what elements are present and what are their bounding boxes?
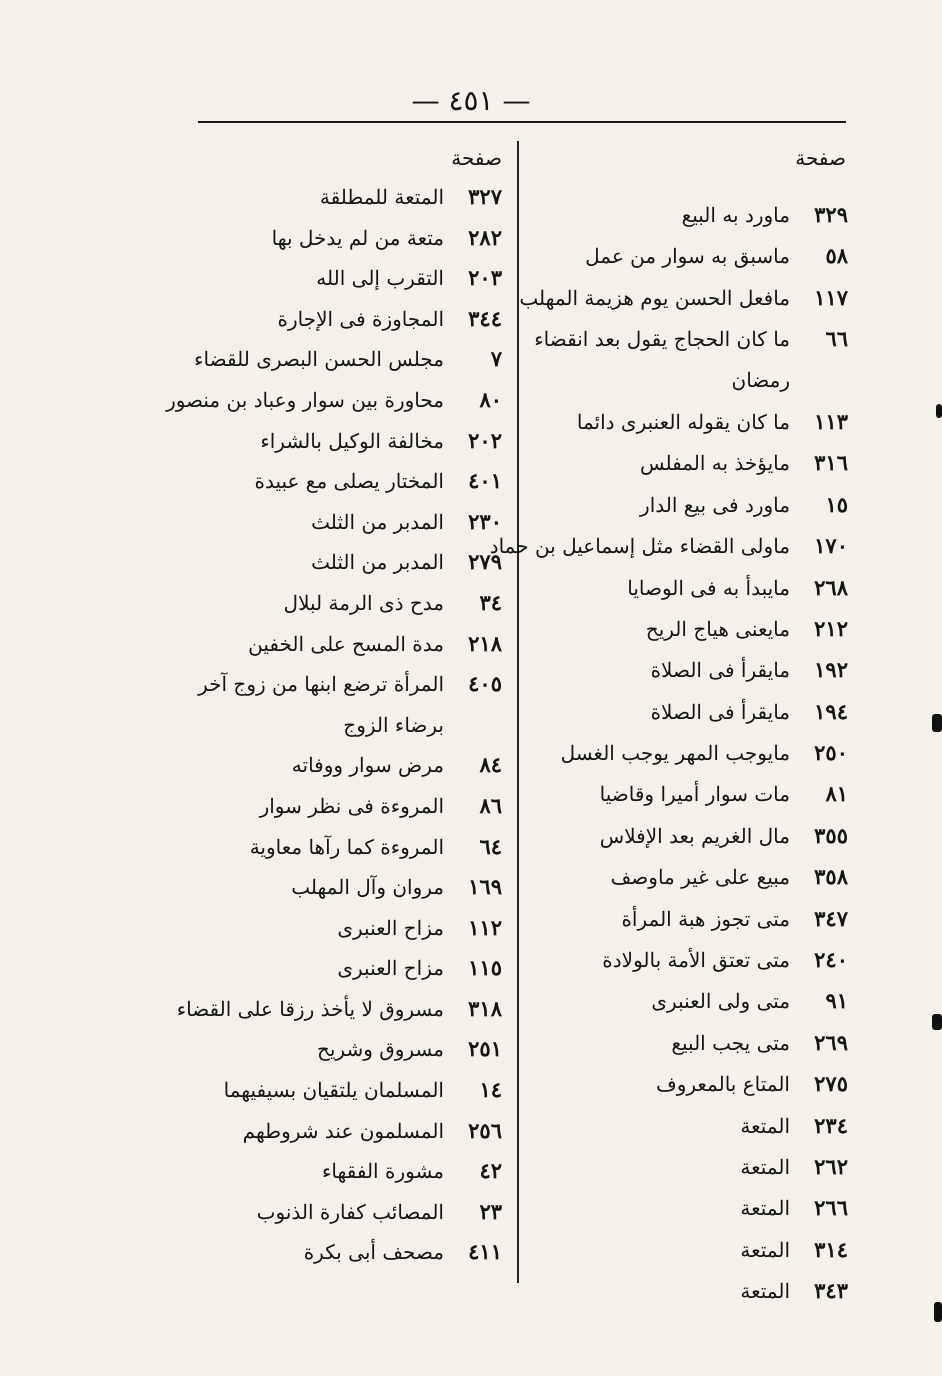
entry-page-number: ٩١: [825, 988, 848, 1014]
index-entry: [182, 1192, 502, 1233]
index-entry: [508, 442, 848, 483]
entry-page-number: ١١٢: [468, 914, 502, 940]
index-entry: [508, 1063, 848, 1104]
entry-page-number: ١٧٠: [814, 533, 848, 559]
entry-title: مال الغريم بعد الإفلاس: [599, 823, 790, 848]
entry-page-number: ٣٤٣: [814, 1278, 848, 1304]
entry-title: ماولى القضاء مثل إسماعيل بن حماد: [489, 534, 790, 559]
entry-page-number: ٤٠٥: [468, 671, 502, 697]
index-entry: [508, 856, 848, 897]
index-entry: [182, 1232, 502, 1273]
index-entry: [166, 380, 502, 421]
index-entry: [182, 502, 502, 543]
entry-page-number: ٢٦٦: [814, 1195, 848, 1221]
entry-page-number: ٤٢: [479, 1158, 502, 1184]
entry-title: مخالفة الوكيل بالشراء: [260, 428, 444, 453]
index-entry: [508, 939, 848, 980]
entry-page-number: ٣٢٩: [814, 202, 848, 227]
entry-page-number: ١٥: [825, 491, 848, 517]
scan-mark: [934, 1302, 942, 1322]
index-entry: [182, 542, 502, 583]
entry-title: مزاح العنبرى: [337, 956, 444, 981]
entry-page-number: ٢٥١: [468, 1036, 502, 1062]
index-entry: [508, 980, 848, 1021]
entry-title: التقرب إلى الله: [316, 266, 444, 291]
entry-page-number: ٢٠٣: [468, 265, 502, 291]
index-entry: [182, 745, 502, 786]
index-entry: [508, 401, 848, 442]
entry-title: مزاح العنبرى: [337, 915, 444, 940]
index-entry: [508, 235, 848, 276]
entry-title: مسروق لا يأخذ رزقا على القضاء: [176, 996, 444, 1021]
entry-title: المصائب كفارة الذنوب: [256, 1199, 444, 1224]
entry-page-number: ٢٦٨: [814, 574, 848, 600]
entry-title: المختار يصلى مع عبيدة: [254, 469, 444, 494]
index-entry: [508, 1146, 848, 1187]
scan-mark: [936, 404, 942, 418]
entry-title: مدة المسح على الخفين: [248, 631, 444, 656]
entry-page-number: ٦٦: [825, 326, 848, 352]
entry-page-number: ١١٣: [814, 408, 848, 434]
index-entry: [182, 177, 502, 218]
entry-title: مرض سوار ووفاته: [291, 753, 444, 778]
entry-page-number: ٢٣٤: [814, 1112, 848, 1138]
index-entry: [508, 567, 848, 608]
entry-page-number: ١٤: [479, 1077, 502, 1103]
entry-title: المروءة كما رآها معاوية: [249, 834, 444, 859]
entry-page-number: ٢٦٩: [814, 1029, 848, 1055]
entry-title: مات سوار أميرا وقاضيا: [599, 782, 790, 807]
entry-title: المتعة: [740, 1154, 790, 1179]
entry-title: ما كان يقوله العنبرى دائما: [576, 409, 790, 434]
entry-title: متى ولى العنبرى: [651, 989, 790, 1014]
entry-page-number: ٣٤: [479, 589, 502, 615]
index-entry: [182, 867, 502, 908]
index-entry: [182, 705, 502, 746]
index-entry: [508, 1229, 848, 1270]
entry-page-number: ١٩٢: [814, 657, 848, 683]
entry-title: المدبر من الثلث: [311, 550, 444, 575]
entry-page-number: ٢٥٦: [468, 1117, 502, 1143]
entry-title: المتعة: [740, 1196, 790, 1221]
index-entry: [508, 194, 848, 235]
entry-title: متعة من لم يدخل بها: [271, 225, 444, 250]
entry-page-number: ١١٥: [468, 955, 502, 981]
entry-title: مصحف أبى بكرة: [303, 1240, 444, 1265]
entry-title: المدبر من الثلث: [311, 509, 444, 534]
index-entry: [182, 664, 502, 705]
entry-page-number: ٣٥٥: [814, 822, 848, 848]
entry-title: المتعة: [740, 1279, 790, 1304]
index-entry: [182, 948, 502, 989]
entry-page-number: ١٦٩: [468, 874, 502, 900]
index-entry: [182, 583, 502, 624]
entry-page-number: ٢١٨: [468, 630, 502, 656]
entry-page-number: ١١٧: [814, 284, 848, 310]
entry-page-number: ٢٣: [479, 1198, 502, 1224]
entry-title: المتعة: [740, 1113, 790, 1138]
entry-title: مافعل الحسن يوم هزيمة المهلب: [519, 285, 790, 310]
entry-title: ما كان الحجاج يقول بعد انقضاء: [534, 327, 790, 352]
entry-title: برضاء الزوج: [343, 712, 444, 737]
entry-page-number: ٣١٦: [814, 450, 848, 476]
index-entry: [508, 608, 848, 649]
entry-page-number: ٢١٢: [814, 615, 848, 641]
index-entry: [182, 218, 502, 259]
entry-title: ماسبق به سوار من عمل: [585, 244, 790, 269]
index-entry: [508, 318, 848, 359]
entry-page-number: ٨٦: [479, 792, 502, 818]
entry-title: المتعة للمطلقة: [319, 185, 444, 209]
entry-title: مايقرأ فى الصلاة: [650, 658, 790, 683]
entry-title: مايعنى هياج الريح: [645, 616, 790, 641]
entry-page-number: ٣٢٧: [468, 184, 502, 209]
entry-title: مايؤخذ به المفلس: [639, 451, 790, 476]
entry-page-number: ٨٠: [479, 386, 502, 412]
entry-title: متى تجوز هبة المرأة: [621, 906, 790, 931]
entry-title: مجلس الحسن البصرى للقضاء: [194, 347, 444, 372]
entry-title: مبيع على غير ماوصف: [610, 865, 790, 890]
index-entry: [182, 461, 502, 502]
entry-page-number: ٥٨: [825, 243, 848, 269]
entry-title: المسلمون عند شروطهم: [242, 1118, 444, 1143]
entry-page-number: ٣٤٤: [468, 305, 502, 331]
index-entry: [182, 827, 502, 868]
entry-title: مدح ذى الرمة لبلال: [283, 590, 444, 615]
entry-title: المجاوزة فى الإجارة: [277, 306, 444, 331]
entry-title: المرأة ترضع ابنها من زوج آخر: [198, 672, 444, 697]
entry-title: محاورة بين سوار وعباد بن منصور: [166, 387, 444, 412]
index-entry: [508, 360, 848, 401]
index-entry: [182, 1111, 502, 1152]
index-entry: [182, 421, 502, 462]
index-entry: [182, 908, 502, 949]
entry-title: المتاع بالمعروف: [655, 1072, 790, 1097]
index-entry: [508, 732, 848, 773]
index-entry: [508, 815, 848, 856]
entry-title: مايبدأ به فى الوصايا: [627, 575, 790, 600]
index-entry: [508, 1270, 848, 1311]
entry-page-number: ٤٠١: [468, 468, 502, 494]
scan-mark: [932, 714, 942, 732]
entry-title: مايوجب المهر يوجب الغسل: [560, 741, 790, 766]
index-entry: [508, 1187, 848, 1228]
entry-title: متى يجب البيع: [671, 1030, 790, 1055]
entry-page-number: ٢٤٠: [814, 947, 848, 973]
entry-page-number: ٤١١: [468, 1239, 502, 1265]
header-rule: [198, 121, 846, 123]
entry-title: المسلمان يلتقيان بسيفيهما: [223, 1078, 444, 1103]
entry-page-number: ٢٥٠: [814, 740, 848, 766]
entry-page-number: ٣٤٧: [814, 905, 848, 931]
entry-page-number: ٣١٨: [468, 995, 502, 1021]
index-entry: [489, 525, 848, 566]
left-column-header: صفحة: [451, 146, 502, 170]
index-entry: [182, 258, 502, 299]
index-entry: [182, 299, 502, 340]
index-entry: [508, 1105, 848, 1146]
entry-title: ماورد به البيع: [681, 203, 790, 227]
index-entry: [182, 1070, 502, 1111]
index-entry: [182, 339, 502, 380]
entry-page-number: ٢٧٩: [468, 549, 502, 575]
entry-title: مسروق وشريح: [316, 1037, 444, 1062]
index-entry: [508, 1022, 848, 1063]
left-column-entries: [166, 177, 502, 1273]
right-column-header: صفحة: [795, 146, 846, 170]
entry-title: مايقرأ فى الصلاة: [650, 699, 790, 724]
entry-page-number: ١٩٤: [814, 698, 848, 724]
index-entry: [182, 624, 502, 665]
entry-title: ماورد فى بيع الدار: [640, 492, 790, 517]
entry-page-number: ٢٧٥: [814, 1071, 848, 1097]
entry-title: مشورة الفقهاء: [322, 1159, 444, 1184]
scan-mark: [932, 1014, 942, 1030]
entry-page-number: ٧: [490, 346, 502, 372]
index-entry: [508, 773, 848, 814]
page-number: — ٤٥١ —: [411, 84, 531, 117]
entry-page-number: ٢٣٠: [468, 508, 502, 534]
entry-page-number: ٨٤: [479, 752, 502, 778]
index-entry: [182, 1151, 502, 1192]
entry-title: متى تعتق الأمة بالولادة: [602, 948, 790, 973]
entry-page-number: ٦٤: [479, 833, 502, 859]
index-entry: [508, 691, 848, 732]
entry-page-number: ٢٠٢: [468, 427, 502, 453]
index-entry: [176, 989, 502, 1030]
entry-page-number: ٢٨٢: [468, 224, 502, 250]
index-entry: [182, 1029, 502, 1070]
entry-page-number: ٢٦٢: [814, 1153, 848, 1179]
entry-title: مروان وآل المهلب: [291, 875, 444, 900]
index-entry: [508, 277, 848, 318]
index-entry: [182, 786, 502, 827]
entry-title: رمضان: [731, 367, 790, 392]
entry-page-number: ٣٥٨: [814, 864, 848, 890]
entry-title: المروءة فى نظر سوار: [259, 793, 444, 818]
entry-title: المتعة: [740, 1237, 790, 1262]
entry-page-number: ٣١٤: [814, 1236, 848, 1262]
entry-page-number: ٨١: [825, 781, 848, 807]
index-entry: [508, 649, 848, 690]
index-entry: [508, 898, 848, 939]
index-entry: [508, 484, 848, 525]
